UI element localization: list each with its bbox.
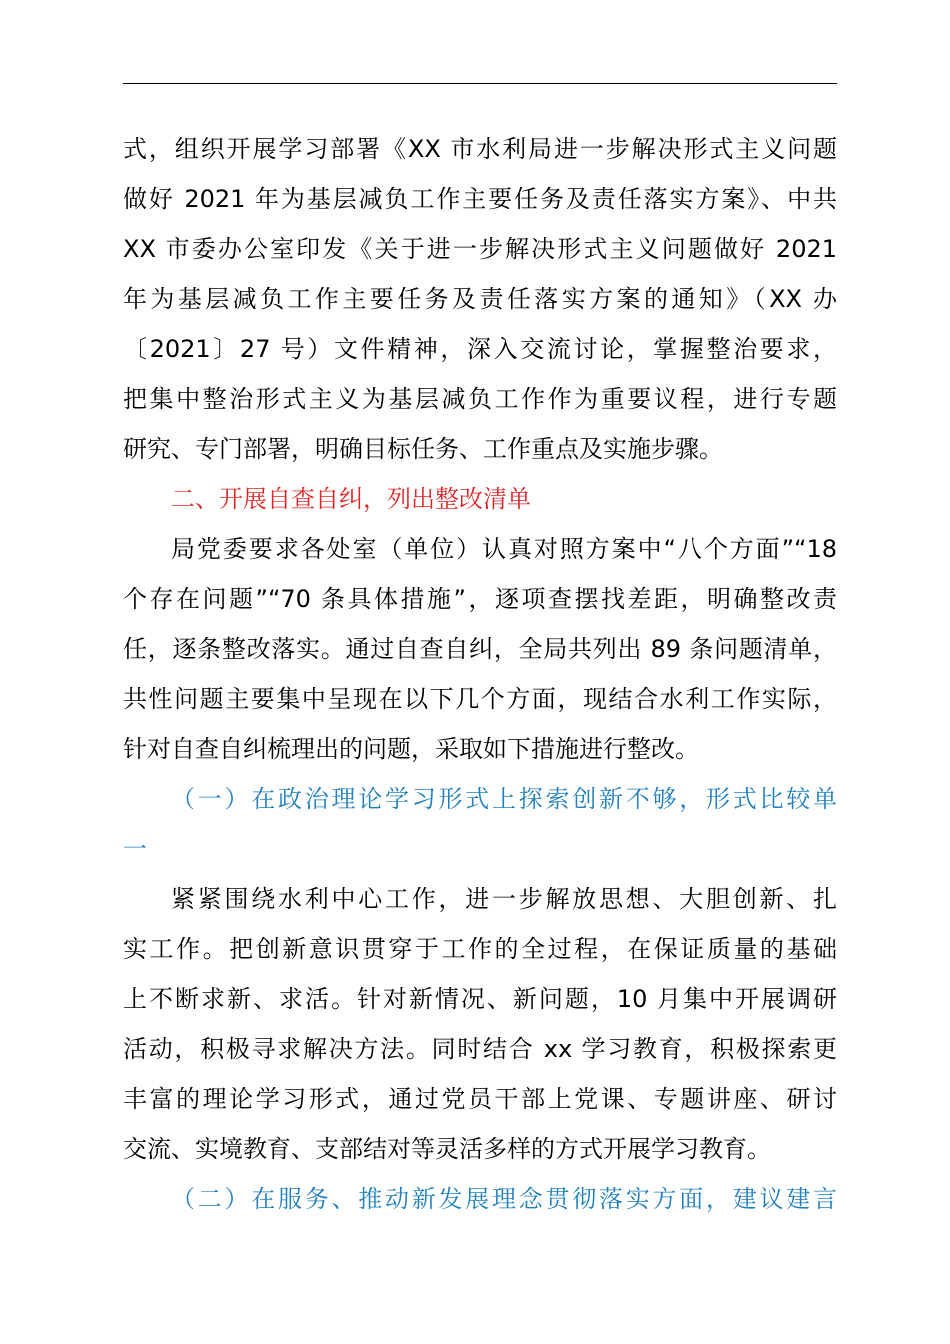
document-body — [123, 124, 837, 1224]
paragraph-line: 把集中整治形式主义为基层减负工作作为重要议程，进行专题 — [123, 385, 837, 413]
paragraph-line: 活动，积极寻求解决方法。同时结合 xx 学习教育，积极探索更 — [123, 1035, 837, 1063]
paragraph-line: 式，组织开展学习部署《XX 市水利局进一步解决形式主义问题 — [123, 135, 837, 163]
paragraph-line: 局党委要求各处室（单位）认真对照方案中“八个方面”“18 — [171, 535, 837, 563]
paragraph-line: 实工作。把创新意识贯穿于工作的全过程，在保证质量的基础 — [123, 935, 837, 963]
paragraph-line: 〔2021〕27 号）文件精神，深入交流讨论，掌握整治要求， — [123, 335, 837, 363]
paragraph-line: 研究、专门部署，明确目标任务、工作重点及实施步骤。 — [123, 435, 723, 463]
paragraph-line: 针对自查自纠梳理出的问题，采取如下措施进行整改。 — [123, 735, 699, 763]
paragraph-1 — [123, 124, 837, 474]
paragraph-line: 个存在问题”“70 条具体措施”，逐项查摆找差距，明确整改责 — [123, 585, 837, 613]
paragraph-line: 上不断求新、求活。针对新情况、新问题，10 月集中开展调研 — [123, 985, 837, 1013]
subheading-1 — [123, 774, 837, 874]
subheading-line: （二）在服务、推动新发展理念贯彻落实方面，建议建言 — [171, 1185, 837, 1213]
section-heading-text: 二、开展自查自纠，列出整改清单 — [171, 485, 531, 513]
section-heading-2 — [123, 474, 837, 524]
paragraph-line: 丰富的理论学习形式，通过党员干部上党课、专题讲座、研讨 — [123, 1085, 837, 1113]
paragraph-line: 共性问题主要集中呈现在以下几个方面，现结合水利工作实际， — [123, 685, 837, 713]
paragraph-line: 任，逐条整改落实。通过自查自纠，全局共列出 89 条问题清单， — [123, 635, 837, 663]
paragraph-line: XX 市委办公室印发《关于进一步解决形式主义问题做好 2021 — [123, 235, 837, 263]
header-rule — [123, 83, 837, 84]
subheading-2 — [123, 1174, 837, 1224]
subheading-line: （一）在政治理论学习形式上探索创新不够，形式比较单 — [171, 785, 837, 813]
paragraph-line: 交流、实境教育、支部结对等灵活多样的方式开展学习教育。 — [123, 1135, 771, 1163]
paragraph-3 — [123, 874, 837, 1174]
paragraph-2 — [123, 524, 837, 774]
paragraph-line: 做好 2021 年为基层减负工作主要任务及责任落实方案》、中共 — [123, 185, 837, 213]
subheading-line: 一 — [123, 835, 147, 863]
paragraph-line: 年为基层减负工作主要任务及责任落实方案的通知》（XX 办 — [123, 285, 837, 313]
paragraph-line: 紧紧围绕水利中心工作，进一步解放思想、大胆创新、扎 — [171, 885, 837, 913]
